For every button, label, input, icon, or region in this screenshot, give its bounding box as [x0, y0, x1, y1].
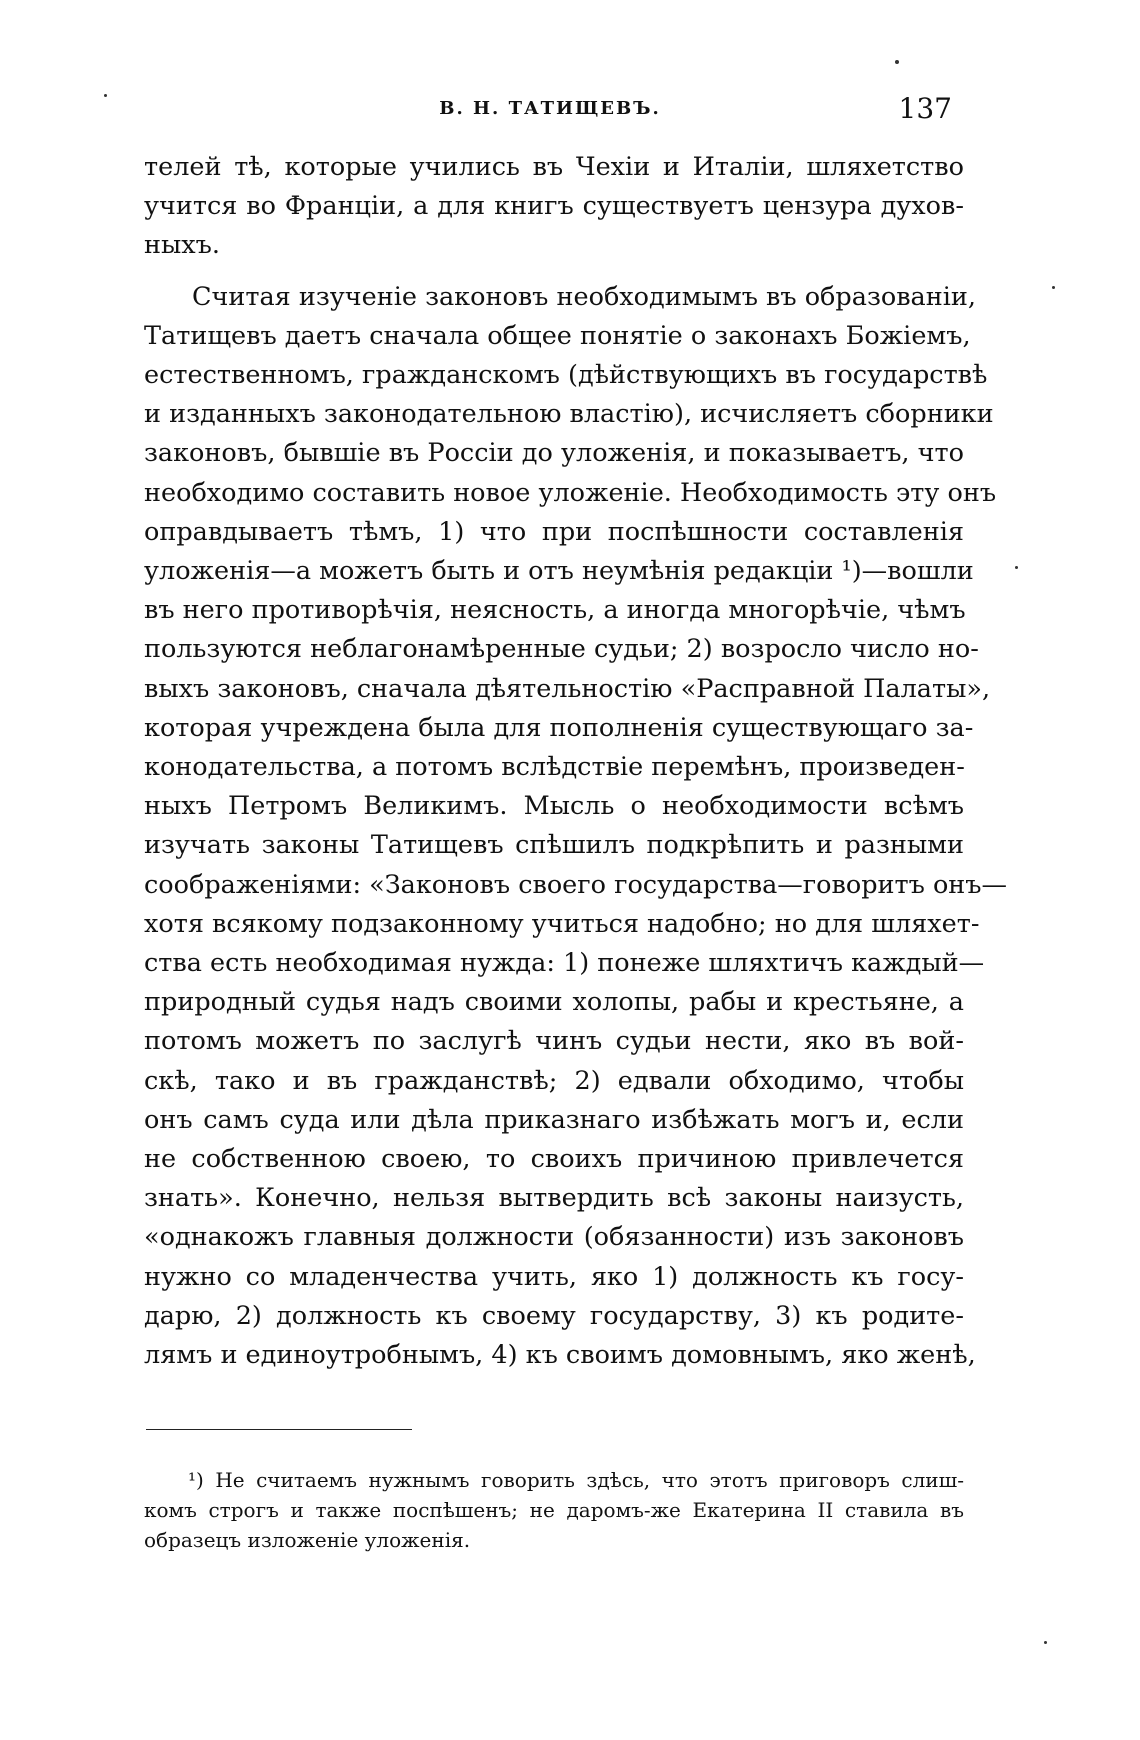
scan-speck — [1015, 566, 1018, 569]
scan-speck — [895, 60, 899, 64]
page-number: 137 — [898, 92, 952, 125]
footnote-line: ¹) Не считаемъ нужнымъ говорить здѣсь, что этотъ приговоръ слиш- — [188, 1468, 964, 1492]
text-line: ныхъ Петромъ Великимъ. Мысль о необходимости всѣмъ — [144, 791, 964, 822]
text-line: телей тѣ, которые учились въ Чехіи и Италіи, шляхетство — [144, 152, 964, 182]
text-line: Татищевъ даетъ сначала общее понятіе о законахъ Божіемъ, — [144, 320, 971, 351]
scan-speck — [1052, 286, 1055, 289]
text-line: пользуются неблагонамѣренные судьи; 2) возросло число но- — [144, 634, 979, 665]
text-line: скѣ, тако и въ гражданствѣ; 2) едвали обходимо, чтобы — [144, 1065, 964, 1096]
text-line: естественномъ, гражданскомъ (дѣйствующихъ въ государствѣ — [144, 360, 988, 391]
text-line: законовъ, бывшіе въ Россіи до уложенія, и показываетъ, что — [144, 438, 964, 469]
footnote-line: комъ строгъ и также поспѣшенъ; не даромъ-же Екатерина II ставила въ — [144, 1498, 964, 1522]
text-line: учится во Франціи, а для книгъ существуетъ цензура духов- — [144, 191, 964, 222]
text-line: онъ самъ суда или дѣла приказнаго избѣжать могъ и, если — [144, 1104, 964, 1135]
text-line: въ него противорѣчія, неясность, а иногда многорѣчіе, чѣмъ — [144, 595, 966, 626]
paragraph-gap — [144, 266, 964, 278]
text-line: не собственною своею, то своихъ причиною привлечется — [144, 1144, 964, 1175]
text-line: знать». Конечно, нельзя вытвердить всѣ законы наизусть, — [144, 1183, 964, 1214]
text-line: конодательства, а потомъ вслѣдствіе перемѣнъ, произведен- — [144, 752, 965, 783]
text-line: соображеніями: «Законовъ своего государства—говоритъ онъ— — [144, 869, 1008, 900]
text-line: выхъ законовъ, сначала дѣятельностію «Расправной Палаты», — [144, 673, 991, 704]
text-line: которая учреждена была для пополненія существующаго за- — [144, 712, 974, 743]
text-line: уложенія—а можетъ быть и отъ неумѣнія редакціи ¹)—вошли — [144, 556, 974, 587]
text-line: лямъ и единоутробнымъ, 4) къ своимъ домовнымъ, яко женѣ, — [144, 1340, 976, 1371]
text-line: и изданныхъ законодательною властію), исчисляетъ сборники — [144, 399, 994, 430]
footnote-divider — [146, 1429, 412, 1430]
running-title: В. Н. ТАТИЩЕВЪ. — [439, 98, 661, 119]
footnote-line: образецъ изложеніе уложенія. — [144, 1528, 471, 1552]
text-line: природный судья надъ своими холопы, рабы и крестьяне, а — [144, 987, 964, 1018]
text-line: оправдываетъ тѣмъ, 1) что при поспѣшности составленія — [144, 516, 964, 547]
text-line: ныхъ. — [144, 230, 221, 261]
text-line: дарю, 2) должность къ своему государству, 3) къ родите- — [144, 1300, 964, 1331]
running-head — [140, 92, 960, 132]
text-line: потомъ можетъ по заслугѣ чинъ судьи нести, яко въ вой- — [144, 1026, 964, 1057]
scan-speck — [1044, 1641, 1047, 1644]
text-line: нужно со младенчества учить, яко 1) должность къ госу- — [144, 1261, 964, 1292]
text-line: необходимо составить новое уложеніе. Необходимость эту онъ — [144, 477, 997, 508]
footnote — [144, 1465, 964, 1555]
body-text — [144, 148, 1008, 1375]
text-line: изучать законы Татищевъ спѣшилъ подкрѣпить и разными — [144, 830, 964, 861]
text-line: хотя всякому подзаконному учиться надобно; но для шляхет- — [144, 908, 980, 939]
scan-speck — [104, 94, 107, 97]
text-line: Считая изученіе законовъ необходимымъ въ образованіи, — [192, 281, 977, 312]
text-line: «однакожъ главныя должности (обязанности) изъ законовъ — [144, 1222, 964, 1253]
text-line: ства есть необходимая нужда: 1) понеже шляхтичъ каждый— — [144, 948, 985, 979]
